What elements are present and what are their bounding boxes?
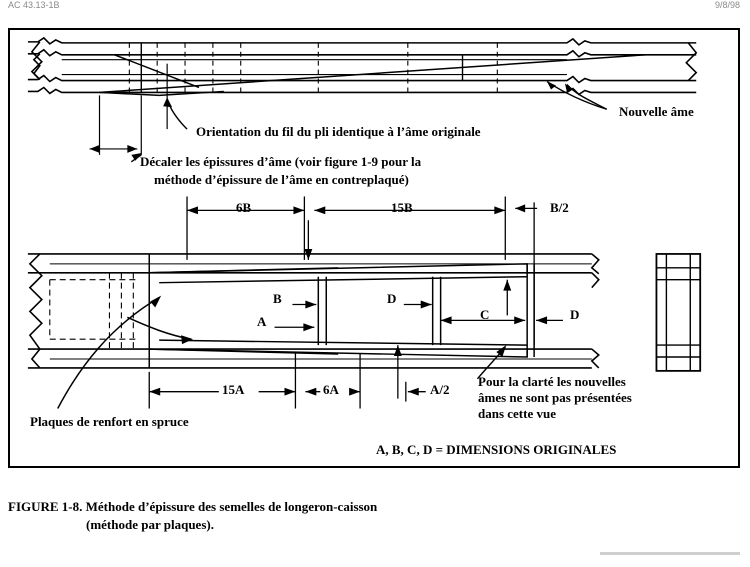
label-plaques-renfort: Plaques de renfort en spruce bbox=[30, 414, 189, 429]
dimension-b: B bbox=[273, 291, 282, 306]
caption-line-2: (méthode par plaques). bbox=[86, 516, 214, 532]
footer-rule bbox=[600, 552, 740, 555]
label-decaler-line1: Décaler les épissures d’âme (voir figure 1-9 pour la bbox=[140, 154, 422, 169]
figure-frame bbox=[8, 28, 740, 468]
label-clarte-line3: dans cette vue bbox=[478, 406, 556, 421]
label-clarte-line1: Pour la clarté les nouvelles bbox=[478, 374, 626, 389]
dimension-6b: 6B bbox=[236, 200, 252, 215]
figure-caption bbox=[8, 498, 708, 533]
dimension-d-left: D bbox=[387, 291, 397, 306]
label-clarte-line2: âmes ne sont pas présentées bbox=[478, 390, 632, 405]
dimension-c: C bbox=[480, 307, 490, 322]
label-nouvelle-ame: Nouvelle âme bbox=[619, 104, 694, 119]
dimension-a-half: A/2 bbox=[430, 382, 450, 397]
header-right: 9/8/98 bbox=[714, 0, 740, 10]
label-decaler-line2: méthode d’épissure de l’âme en contreplaqué) bbox=[154, 172, 409, 187]
dimension-15a: 15A bbox=[222, 382, 245, 397]
dimension-d-right: D bbox=[570, 307, 580, 322]
caption-line-1: FIGURE 1-8. Méthode d’épissure des semelles de longeron-caisson bbox=[8, 499, 378, 514]
dimension-b-half: B/2 bbox=[550, 200, 569, 215]
dimension-15b: 15B bbox=[391, 200, 413, 215]
header-left: AC 43.13-1B bbox=[8, 0, 60, 10]
dimension-6a: 6A bbox=[323, 382, 339, 397]
label-orientation: Orientation du fil du pli identique à l’âme originale bbox=[196, 124, 481, 139]
label-dimensions-note: A, B, C, D = DIMENSIONS ORIGINALES bbox=[376, 442, 617, 457]
dimension-a: A bbox=[257, 314, 267, 329]
